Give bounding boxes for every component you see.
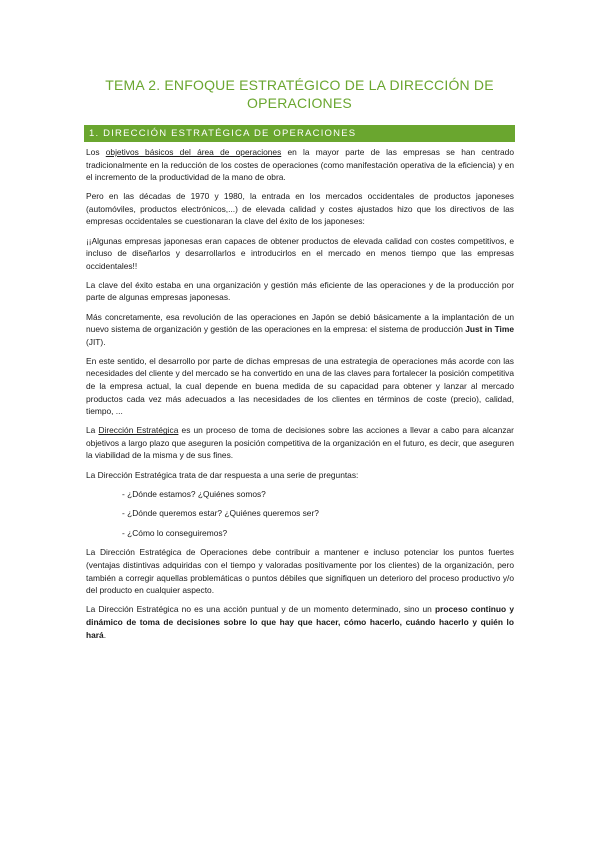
paragraph-10	[86, 603, 514, 641]
paragraph-8: La Dirección Estratégica trata de dar respuesta a una serie de preguntas:	[86, 469, 359, 480]
question-2: - ¿Dónde queremos estar? ¿Quiénes queremos ser?	[122, 508, 319, 519]
paragraph-4: La clave del éxito estaba en una organización y gestión más eficiente de las operaciones y de la producción por parte de algunas empresas japonesas.	[86, 279, 514, 303]
underlined-term-objetivos: objetivos básicos del área de operaciones	[105, 147, 282, 157]
paragraph-7-text-a: La	[86, 425, 99, 436]
paragraph-1	[86, 146, 514, 184]
paragraph-3: ¡¡Algunas empresas japonesas eran capaces de obtener productos de elevada calidad con costes competitivos, e incluso de diseñarlos y desarrollarlos e introducirlos en el mercado en menos tiempo que las empresas occidentales!!	[86, 235, 514, 271]
title-line-1: TEMA 2. ENFOQUE ESTRATÉGICO DE LA DIRECCIÓN DE	[105, 77, 494, 93]
question-1: - ¿Dónde estamos? ¿Quiénes somos?	[122, 488, 266, 499]
paragraph-1-text-a: Los	[86, 147, 106, 157]
paragraph-5-text-a: Más concretamente, esa revolución de las operaciones en Japón se debió básicamente a la implantación de un nuevo sistema de organización y gestión de las operaciones en la empresa: el sistema de producción	[86, 311, 514, 335]
title-line-2: OPERACIONES	[247, 95, 352, 111]
paragraph-7-text-b: es un proceso de toma de decisiones sobre las acciones a llevar a cabo para alcanzar objetivos a largo plazo que aseguren la posición competitiva de la organización en el futuro, es decir, que aseguren la viabilidad de la misma y de sus fines.	[86, 425, 514, 461]
bold-phrase-proceso-continuo: proceso continuo y dinámico de toma de decisiones sobre lo que hay que hacer, cómo hacerlo, cuándo hacerlo y quién lo hará	[86, 604, 514, 640]
underlined-term-direccion-estrategica: Dirección Estratégica	[98, 425, 179, 436]
paragraph-7	[86, 424, 514, 462]
paragraph-10-text-c: .	[103, 629, 107, 640]
paragraph-5	[86, 311, 514, 349]
bold-term-just-in-time: Just in Time	[465, 324, 514, 335]
document-body	[86, 146, 514, 648]
question-3: - ¿Cómo lo conseguiremos?	[122, 527, 228, 538]
paragraph-2: Pero en las décadas de 1970 y 1980, la entrada en los mercados occidentales de productos japoneses (automóviles, productos electrónicos,...) de elevada calidad y costes ajustados hizo que los directivos de las empresas occidentales se cuestionaran la clave del éxito de los japoneses:	[86, 191, 514, 227]
paragraph-10-text-a: La Dirección Estratégica no es una acción puntual y de un momento determinado, sino un	[86, 604, 436, 615]
section-heading: 1. DIRECCIÓN ESTRATÉGICA DE OPERACIONES	[84, 125, 515, 142]
paragraph-5-text-c: (JIT).	[86, 336, 106, 347]
paragraph-6: En este sentido, el desarrollo por parte de dichas empresas de una estrategia de operaciones más acorde con las necesidades del cliente y del mercado se ha convertido en una de las claves para fortalecer la posición competitiva de la empresa actual, la cual depende en buena medida de su capacidad para obtener y lanzar al mercado productos cada vez más adecuados a las necesidades de los clientes en términos de coste (precio), calidad, tiempo, ...	[86, 355, 514, 417]
paragraph-1-text-b: en la mayor parte de las empresas se han centrado tradicionalmente en la reducción de los costes de operaciones (como manifestación operativa de la eficiencia) y en el incremento de la productividad de la mano de obra.	[86, 147, 515, 183]
paragraph-9: La Dirección Estratégica de Operaciones debe contribuir a mantener e incluso potenciar los puntos fuertes (ventajas distintivas adquiridas con el tiempo y valoradas positivamente por los clientes) de la organización, pero también a corregir aquellas problemáticas o puntos débiles que signifiquen un deterioro del proceso productivo y/o del producto en cualquier aspecto.	[86, 547, 514, 596]
page-title	[100, 76, 499, 112]
